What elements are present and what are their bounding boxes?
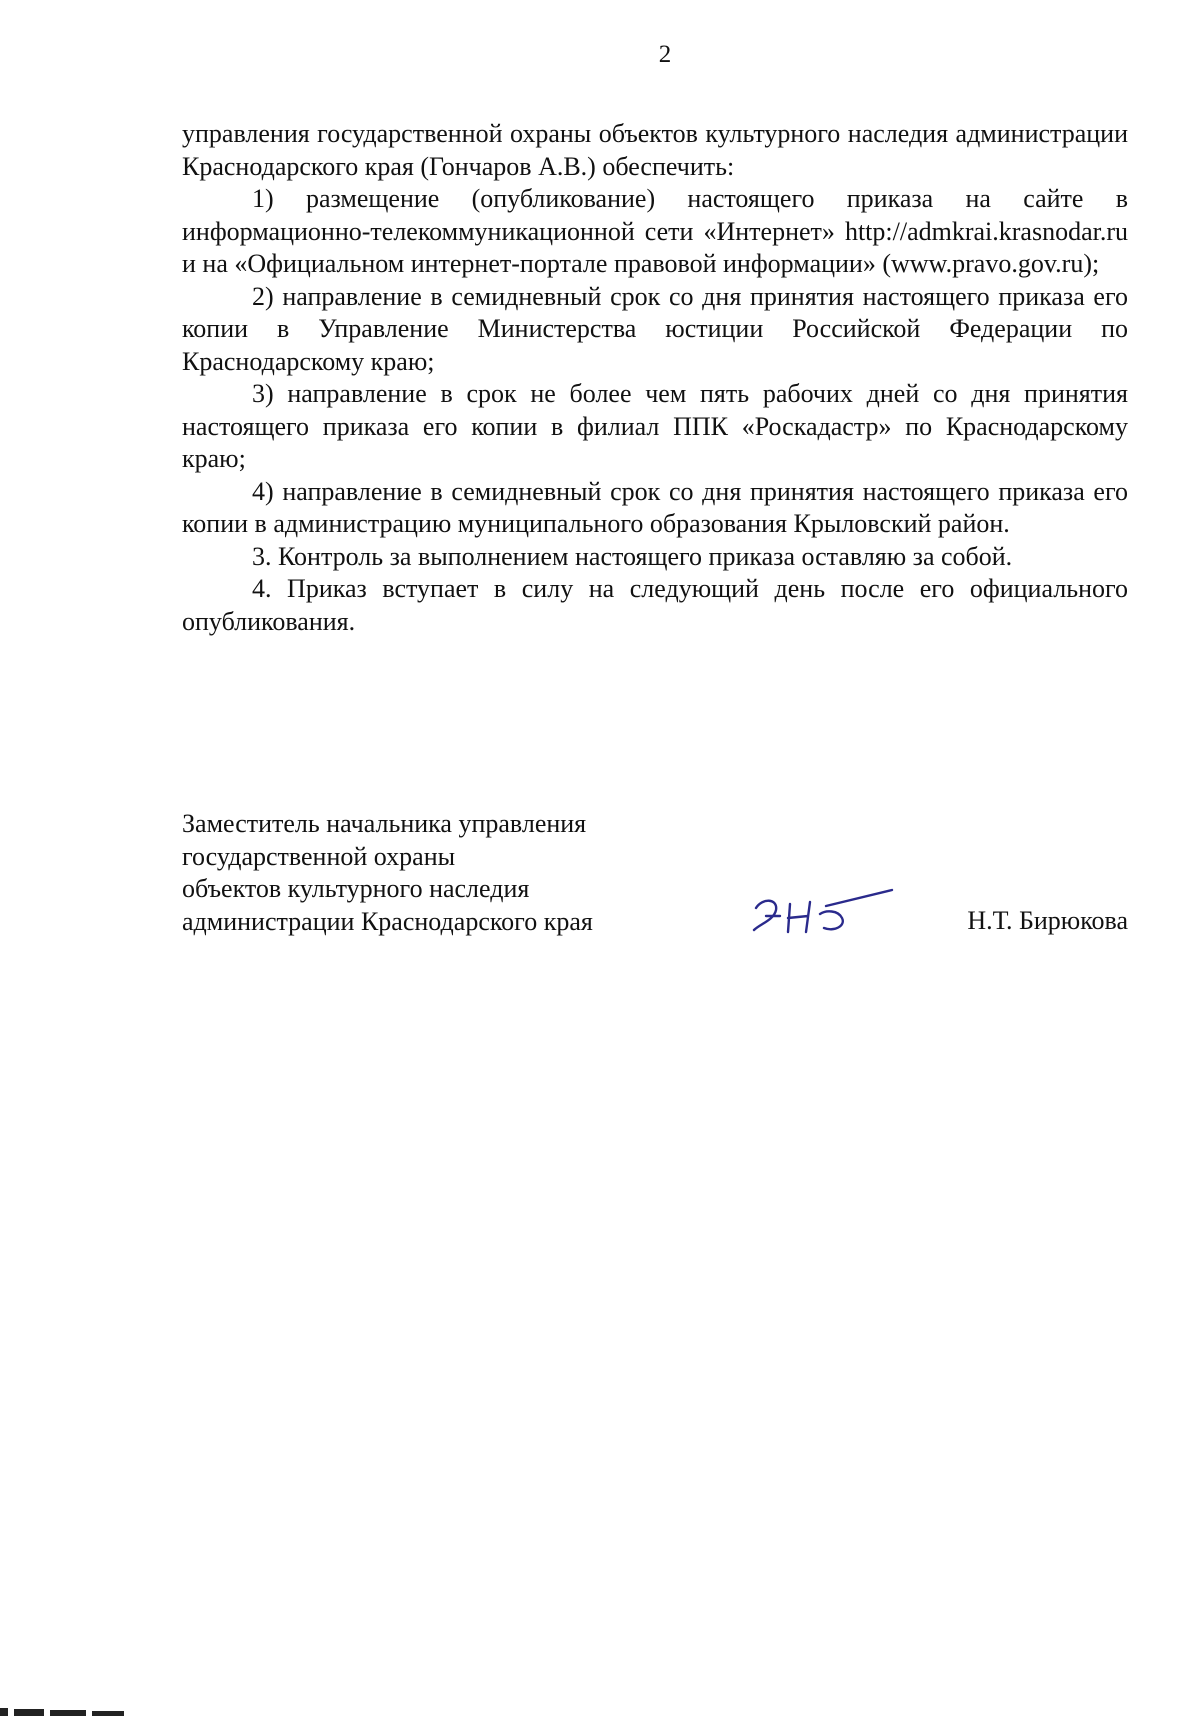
paragraph-control-clause: 3. Контроль за выполнением настоящего приказа оставляю за собой.: [252, 541, 1013, 571]
paragraph-item-3: 3) направление в срок не более чем пять рабочих дней со дня принятия настоящего приказа его копии в филиал ППК «Роскадастр» по Краснодарскому краю;: [182, 379, 1128, 473]
signatory-name: Н.Т. Бирюкова: [967, 906, 1128, 935]
signatory-position: [182, 808, 702, 938]
signatory-position-line: администрации Краснодарского края: [182, 906, 593, 936]
paragraph-item-2: 2) направление в семидневный срок со дня принятия настоящего приказа его копии в Управление Министерства юстиции Российской Федерации по Краснодарскому краю;: [182, 281, 1128, 376]
paragraph-item-1: 1) размещение (опубликование) настоящего приказа на сайте в информационно-телекоммуникационной сети «Интернет» http://admkrai.krasnodar.ru и на «Официальном интернет-портале правовой информации» (www.pravo.gov.ru);: [182, 184, 1128, 278]
signature-block: [182, 808, 1128, 948]
signatory-position-line: объектов культурного наследия: [182, 874, 530, 903]
paragraph-effective-date: 4. Приказ вступает в силу на следующий день после его официального опубликования.: [182, 574, 1128, 636]
handwritten-signature: [742, 870, 902, 950]
order-body: [182, 118, 1128, 638]
page-number: 2: [658, 41, 672, 68]
signatory-position-line: Заместитель начальника управления: [182, 809, 587, 838]
scan-edge-mark: [0, 1704, 130, 1716]
paragraph-intro: управления государственной охраны объектов культурного наследия администрации Краснодарского края (Гончаров А.В.) обеспечить:: [182, 119, 1128, 181]
paragraph-item-4: 4) направление в семидневный срок со дня принятия настоящего приказа его копии в администрацию муниципального образования Крыловский район.: [182, 476, 1128, 538]
signatory-position-line: государственной охраны: [182, 841, 456, 871]
